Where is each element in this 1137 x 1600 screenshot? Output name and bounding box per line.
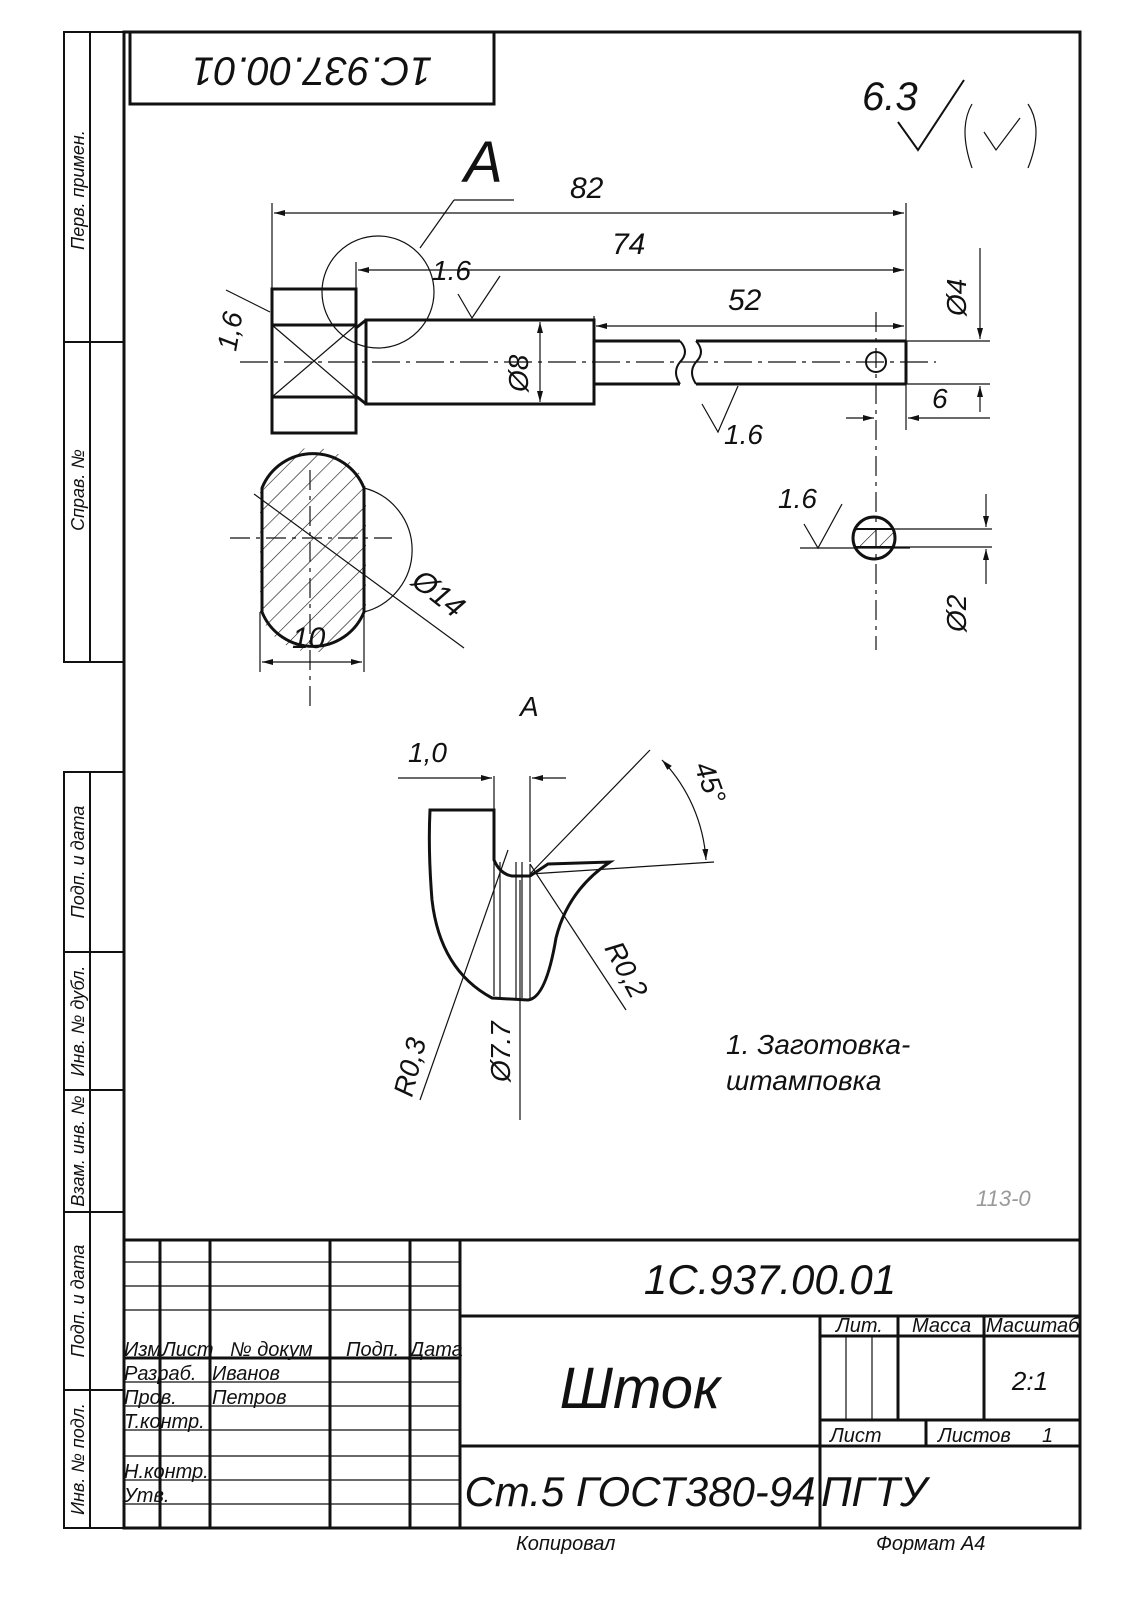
side-podp-data2: Подп. и дата — [68, 1244, 88, 1358]
roughness-general-symbol — [862, 75, 1036, 168]
note-line2: штамповка — [726, 1065, 882, 1096]
tb-lit: Лит. — [836, 1315, 883, 1337]
tb-nkontr: Н.контр. — [124, 1461, 209, 1483]
detail-view — [388, 691, 732, 1120]
tech-note — [726, 1029, 910, 1096]
detail-circle — [322, 236, 434, 348]
dim-6: 6 — [932, 383, 948, 414]
tb-tkontr: Т.контр. — [124, 1411, 205, 1433]
tb-scale: 2:1 — [1011, 1366, 1049, 1396]
tb-org: ПГТУ — [821, 1468, 927, 1515]
dim-45: 45° — [688, 757, 732, 808]
tb-material: Ст.5 ГОСТ380-94 — [464, 1468, 816, 1515]
rotated-code-box — [130, 32, 494, 104]
tb-sheets-count: 1 — [1042, 1425, 1054, 1447]
side-perv-primen: Перв. примен. — [68, 130, 88, 250]
tb-izm: Изм — [124, 1339, 162, 1361]
dim-r02: R0,2 — [598, 936, 654, 1004]
tb-list: Лист — [162, 1339, 214, 1361]
tb-razrab-name: Иванов — [212, 1363, 280, 1385]
roughness-general-value: 6.3 — [862, 75, 918, 119]
side-stamp — [68, 130, 88, 1515]
dim-82: 82 — [570, 172, 604, 205]
dim-dia14: Ø14 — [405, 563, 471, 625]
hole-section — [778, 483, 992, 633]
tb-massa: Масса — [912, 1315, 972, 1337]
head-section — [230, 448, 471, 712]
dim-dia4: Ø4 — [941, 278, 972, 316]
side-inv-podl: Инв. № подл. — [68, 1403, 88, 1515]
tb-format: Формат А4 — [876, 1533, 986, 1555]
rough-1-6-body: 1.6 — [432, 255, 471, 286]
tb-podp: Подп. — [346, 1339, 400, 1361]
tb-razrab: Разраб. — [124, 1363, 197, 1385]
rough-1-6-hole: 1.6 — [778, 483, 817, 514]
rotated-code-text: 1С.937.00.01 — [191, 48, 433, 93]
tb-no-dokum: № докум — [230, 1339, 313, 1361]
dim-r03: R0,3 — [387, 1034, 433, 1100]
tb-prov: Пров. — [124, 1387, 177, 1409]
rough-1-6-head: 1,6 — [211, 309, 249, 354]
tb-masshtab: Масштаб — [986, 1315, 1080, 1337]
dim-10: 10 — [292, 622, 326, 655]
tb-name: Шток — [559, 1356, 721, 1421]
dim-dia8: Ø8 — [503, 354, 534, 392]
tb-sheet: Лист — [830, 1425, 882, 1447]
side-sprav-no: Справ. № — [68, 449, 88, 531]
tb-copied: Копировал — [516, 1533, 616, 1555]
pencil-mark: 113-0 — [976, 1186, 1031, 1211]
tb-code: 1С.937.00.01 — [643, 1256, 897, 1303]
side-inv-dubl: Инв. № дубл. — [68, 965, 88, 1077]
title-block — [123, 1240, 1080, 1555]
tb-sheets: Листов — [938, 1425, 1011, 1447]
tb-utv: Утв. — [124, 1485, 170, 1507]
sheet-frame — [64, 32, 1080, 1528]
dim-dia2: Ø2 — [941, 594, 972, 632]
main-dimensions — [211, 172, 990, 450]
dim-dia77: Ø7.7 — [485, 1021, 516, 1082]
view-label-a: А — [464, 130, 503, 195]
dim-1-0: 1,0 — [408, 737, 447, 768]
rough-1-6-rod: 1.6 — [724, 419, 763, 450]
side-vzam-inv: Взам. инв. № — [68, 1095, 88, 1207]
detail-label-a: А — [520, 691, 539, 722]
side-podp-data1: Подп. и дата — [68, 805, 88, 919]
tb-prov-name: Петров — [212, 1387, 287, 1409]
note-line1: 1. Заготовка- — [726, 1029, 911, 1060]
dim-52: 52 — [728, 284, 762, 317]
tb-data: Дата — [410, 1339, 463, 1361]
dim-74: 74 — [612, 228, 646, 261]
